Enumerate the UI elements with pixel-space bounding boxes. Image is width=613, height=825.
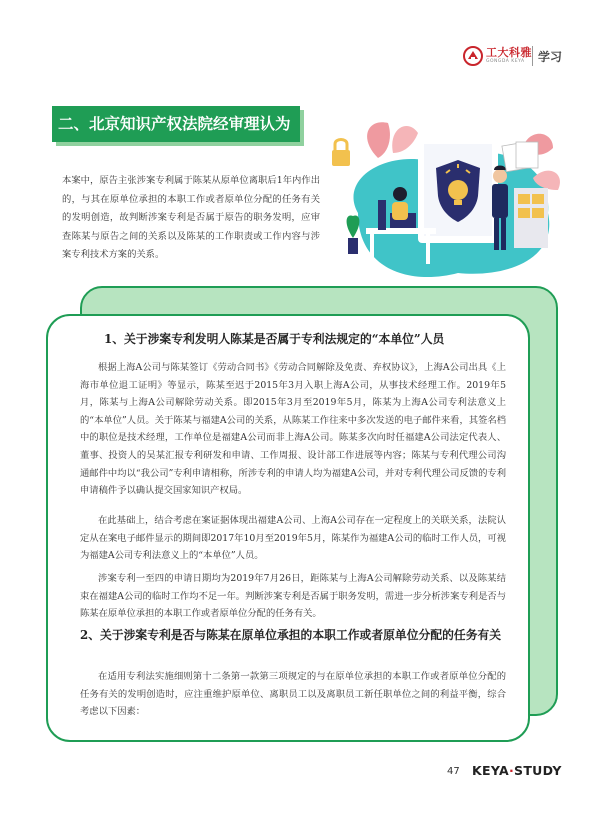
logo-chinese-text: 工大科雅 bbox=[486, 46, 532, 59]
header-divider bbox=[532, 46, 533, 66]
office-illustration bbox=[318, 118, 568, 292]
page-number: 47 bbox=[447, 766, 460, 777]
panel-paragraph-4: 在适用专利法实施细则第十二条第一款第三项规定的与在原单位承担的本职工作或者原单位分配的任务有关的发明创造时，应注重维护原单位、离职员工以及离职员工新任职单位之间的利益平衡，综合考虑以下因素： bbox=[80, 671, 506, 718]
section-title: 二、北京知识产权法院经审理认为 bbox=[58, 115, 291, 133]
company-logo bbox=[463, 46, 532, 66]
footer-brand-dot: · bbox=[508, 763, 515, 778]
panel-paragraph-2: 在此基础上，结合考虑在案证据体现出福建A公司、上海A公司存在一定程度上的关联关系，法院认定从在案电子邮件显示的期间即2017年10月至2019年5月，陈某作为福建A公司的临时工作人员，可视为福建A公司专利法意义上的“本单位”人员。 bbox=[80, 515, 506, 562]
logo-english-text: GONGDA KEYA bbox=[486, 59, 525, 64]
footer-brand-b: STUDY bbox=[514, 763, 562, 778]
footer-brand bbox=[472, 763, 562, 778]
panel-paragraph-3: 涉案专利一至四的申请日期均为2019年7月26日，距陈某与上海A公司解除劳动关系、以及陈某结束在福建A公司的临时工作均不足一年。判断涉案专利是否属于职务发明，需进一步分析涉案专利是否与陈某在原单位承担的本职工作或者原单位分配的任务有关。 bbox=[80, 573, 506, 620]
logo-mark-icon bbox=[463, 46, 483, 66]
panel-heading-1: 1、关于涉案专利发明人陈某是否属于专利法规定的“本单位”人员 bbox=[104, 332, 445, 346]
section-label: 学习 bbox=[538, 50, 563, 64]
footer-brand-a: KEYA bbox=[472, 763, 509, 778]
panel-paragraph-1: 根据上海A公司与陈某签订《劳动合同书》《劳动合同解除及免责、弃权协议》，上海A公司出具《上海市单位退工证明》等显示，陈某至迟于2015年3月入职上海A公司，从事技术经理工作。2019年5月，陈某与上海A公司解除劳动关系。即2015年3月至2019年5月，陈某为上海A公司专利法意义上的“本单位”人员。关于陈某与福建A公司的关系，从陈某工作往来中多次发送的电子邮件来看，其签名档中的职位是技术经理，工作单位是福建A公司而非上海A公司。陈某多次向时任福建A公司法定代表人、董事、投资人的吴某汇报专利研发和申请、工作周报、设计部工作进展等内容；陈某与专利代理公司沟通邮件中均以“我公司”专利申请相称，所涉专利的申请人均为福建A公司，并对专利代理公司反馈的专利申请稿件予以确认提交国家知识产权局。 bbox=[80, 362, 506, 497]
intro-paragraph: 本案中，原告主张涉案专利属于陈某从原单位离职后1年内作出的，与其在原单位承担的本职工作或者原单位分配的任务有关的发明创造，故判断涉案专利是否属于原告的职务发明，应审查陈某与原告之间的关系以及陈某的工作职责或工作内容与涉案专利技术方案的关系。 bbox=[62, 175, 320, 261]
panel-heading-2: 2、关于涉案专利是否与陈某在原单位承担的本职工作或者原单位分配的任务有关 bbox=[80, 628, 502, 642]
